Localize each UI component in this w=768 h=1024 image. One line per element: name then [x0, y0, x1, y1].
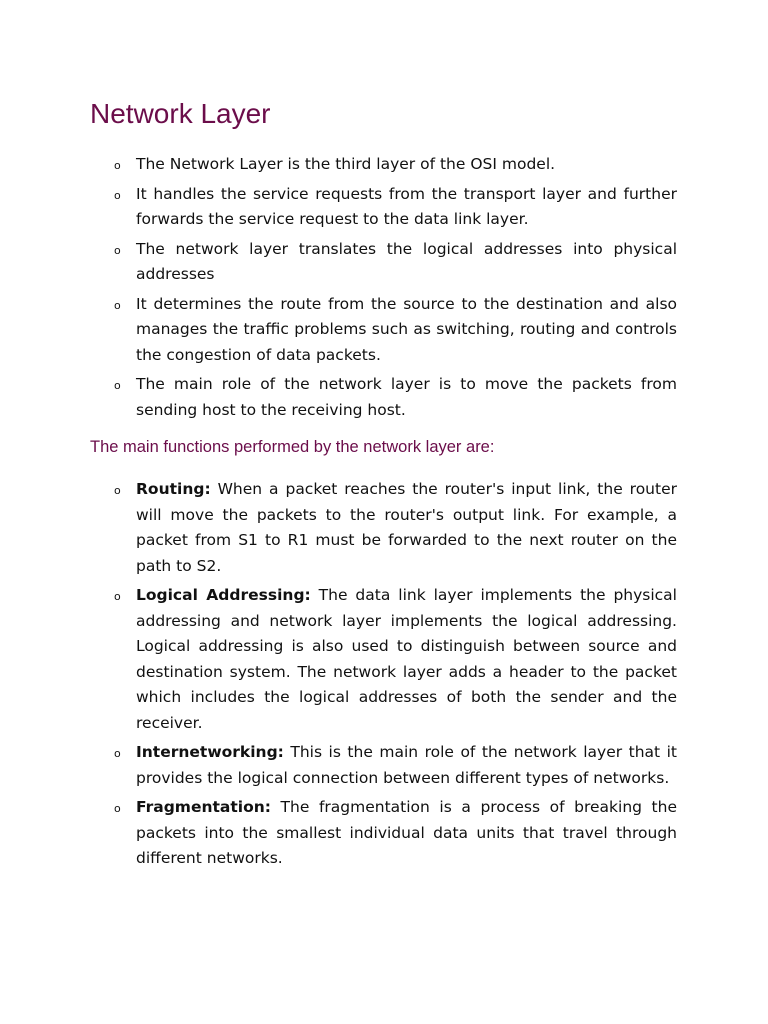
list-item [90, 182, 677, 233]
list-item-text: When a packet reaches the router's input link, the router will move the packets to the router's output link. For example, a packet from S1 to R1 must be forwarded to the next router on the path to S2. [136, 480, 677, 575]
list-item [90, 292, 677, 369]
bullet-icon: o [114, 159, 121, 172]
list-item-fragmentation [90, 795, 677, 872]
bullet-icon: o [114, 590, 121, 603]
list-item-text: The main role of the network layer is to move the packets from sending host to the receiving host. [136, 375, 677, 419]
bullet-icon: o [114, 484, 121, 497]
functions-bullet-list [90, 477, 677, 876]
bullet-icon: o [114, 243, 121, 257]
list-item-term: Internetworking: [136, 743, 284, 761]
list-item-term: Logical Addressing: [136, 586, 311, 604]
list-item-text: The Network Layer is the third layer of the OSI model. [136, 155, 556, 173]
list-item-text: This is the main role of the network layer that it provides the logical connection between different types of networks. [136, 743, 677, 787]
list-item [90, 237, 677, 288]
bullet-icon: o [114, 188, 121, 202]
intro-bullet-list [90, 152, 677, 427]
functions-heading: The main functions performed by the network layer are: [90, 438, 495, 456]
list-item [90, 372, 677, 423]
list-item-internetworking [90, 740, 677, 791]
list-item-text: It handles the service requests from the transport layer and further forwards the service request to the data link layer. [136, 184, 677, 228]
bullet-icon: o [114, 298, 121, 312]
list-item-text: The network layer translates the logical addresses into physical addresses [136, 239, 677, 283]
list-item-term: Routing: [136, 480, 211, 498]
page-title: Network Layer [90, 98, 271, 129]
list-item-text: It determines the route from the source to the destination and also manages the traffic problems such as switching, routing and controls the congestion of data packets. [136, 294, 677, 364]
list-item-routing [90, 477, 677, 579]
list-item-text: The fragmentation is a process of breaking the packets into the smallest individual data units that travel through different networks. [136, 798, 677, 867]
bullet-icon: o [114, 802, 121, 815]
list-item-text: The data link layer implements the physical addressing and network layer implements the logical addressing. Logical addressing is also used to distinguish between source and destination system. The network layer adds a header to the packet which includes the logical addresses of both the sender and the receiver. [136, 586, 677, 732]
bullet-icon: o [114, 747, 121, 760]
list-item [90, 152, 677, 178]
list-item-logical-addressing [90, 583, 677, 736]
list-item-term: Fragmentation: [136, 798, 271, 816]
bullet-icon: o [114, 379, 121, 392]
